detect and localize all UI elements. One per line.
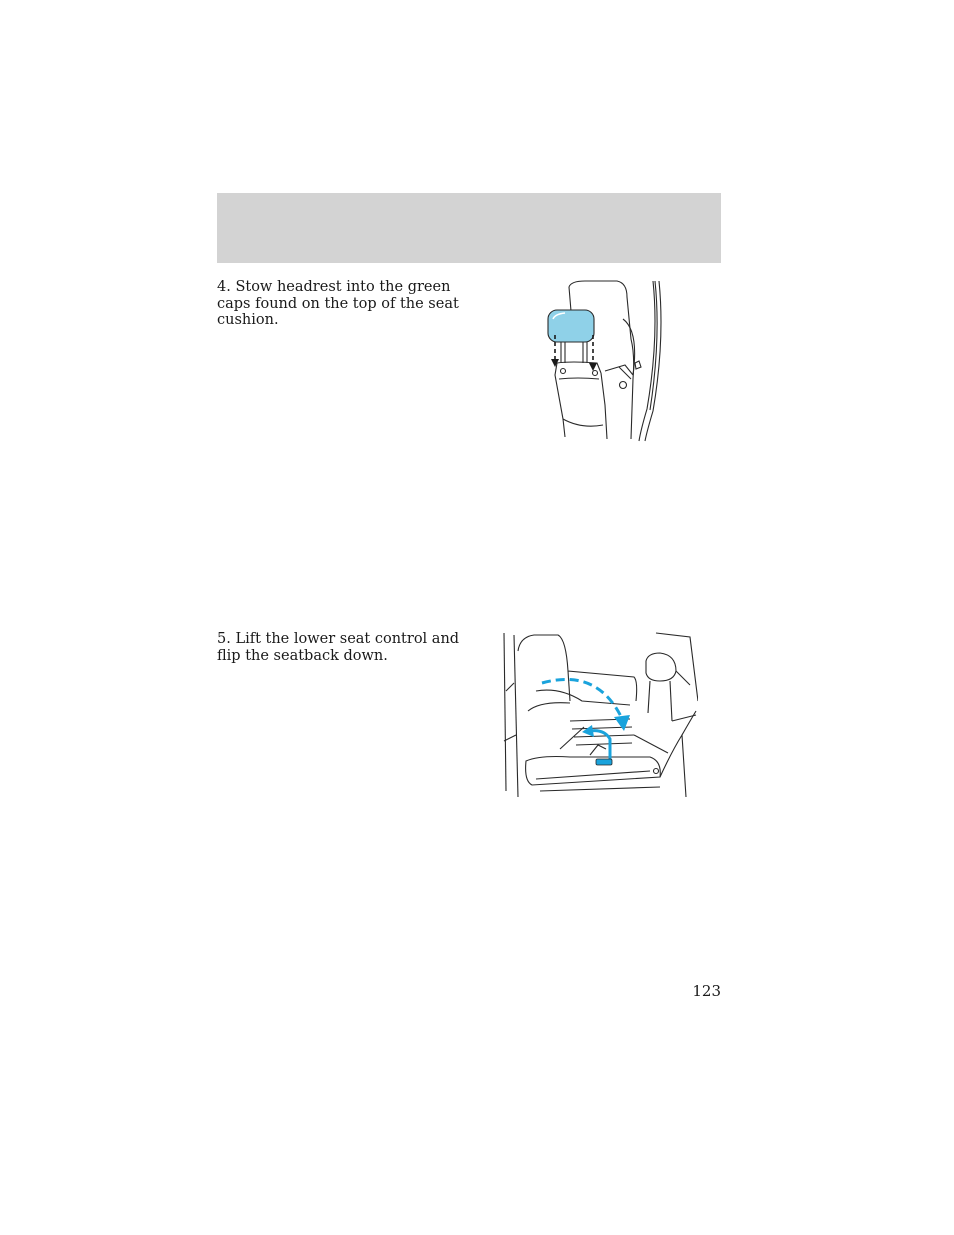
section-header-band — [217, 193, 721, 263]
step-5-instruction: 5. Lift the lower seat control and flip the seatback down. — [217, 631, 460, 664]
headrest-stow-illustration — [535, 279, 667, 443]
page-number: 123 — [692, 982, 721, 1000]
step-4-instruction: 4. Stow headrest into the green caps found on the top of the seat cushion. — [217, 279, 459, 328]
seatback-flip-illustration — [500, 631, 698, 798]
